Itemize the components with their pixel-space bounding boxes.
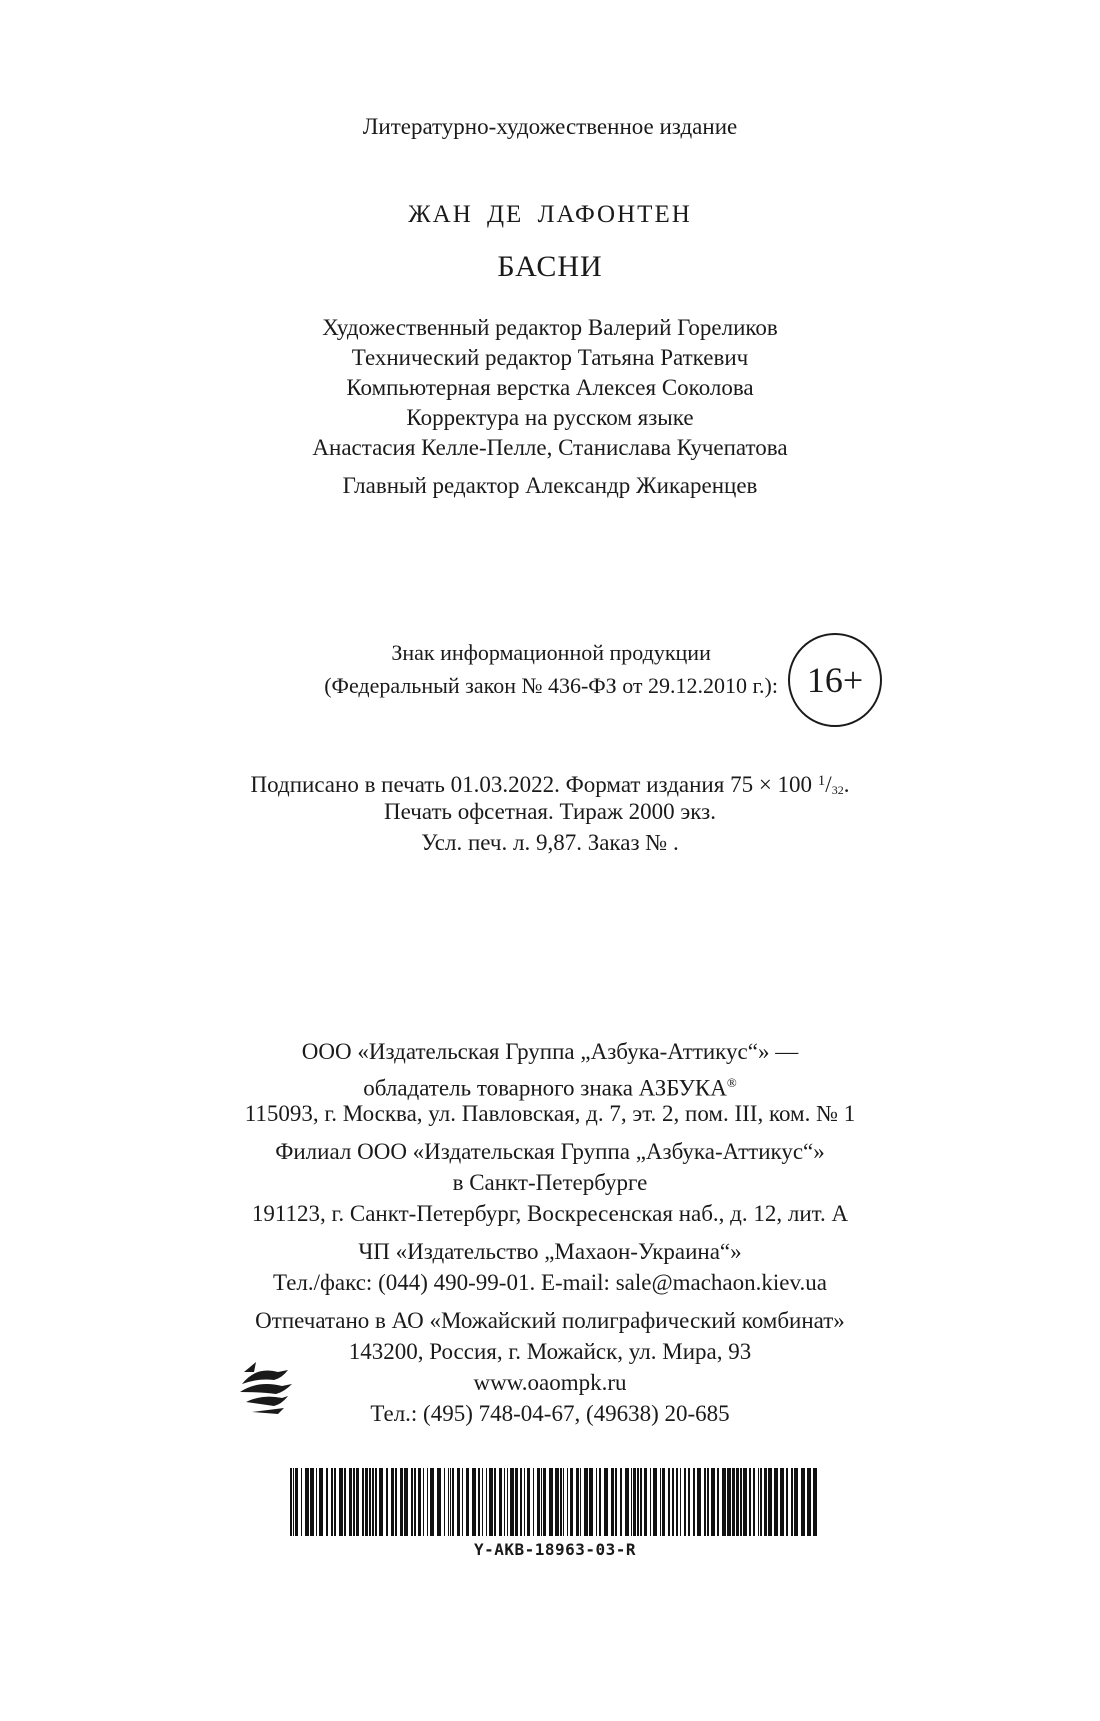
barcode-bar [732, 1468, 735, 1536]
barcode-bar [400, 1468, 403, 1536]
printer-line1: Отпечатано в АО «Можайский полиграфический комбинат» [255, 1308, 845, 1333]
print-line1-end: . [843, 772, 850, 797]
barcode-bar [466, 1468, 469, 1536]
barcode-bar [379, 1468, 383, 1536]
ukraine-contacts: Тел./факс: (044) 490-99-01. E-mail: sale@machaon.kiev.ua [273, 1270, 827, 1295]
credit-proofreaders: Анастасия Келле-Пелле, Станислава Кучепатова [312, 435, 788, 460]
barcode-bar [369, 1468, 371, 1536]
barcode-bar [520, 1468, 522, 1536]
barcode-bar [504, 1468, 505, 1536]
barcode-bar [414, 1468, 416, 1536]
age-rating-line1: Знак информационной продукции [391, 640, 711, 665]
barcode-bar [660, 1468, 661, 1536]
barcode-bar [697, 1468, 701, 1536]
print-signed-format: Подписано в печать 01.03.2022. Формат издания 75 × 100 [250, 772, 818, 797]
barcode-bar [462, 1468, 463, 1536]
barcode-bar [711, 1468, 715, 1536]
barcode-bar [688, 1468, 690, 1536]
barcode-bar [625, 1468, 629, 1536]
branch-line1: Филиал ООО «Издательская Группа „Азбука-Аттикус“» [275, 1139, 825, 1164]
barcode-bar [589, 1468, 593, 1536]
barcode-bar [580, 1468, 581, 1536]
barcode-bar [807, 1468, 811, 1536]
barcode-bar [305, 1468, 309, 1536]
branch-address: 191123, г. Санкт-Петербург, Воскресенская наб., д. 12, лит. А [251, 1201, 849, 1226]
print-info-line3: Усл. печ. л. 9,87. Заказ № . [421, 830, 679, 855]
registered-mark: ® [726, 1075, 737, 1090]
printer-phones: Тел.: (495) 748-04-67, (49638) 20-685 [370, 1401, 730, 1426]
barcode-icon [290, 1468, 820, 1536]
barcode-bar [560, 1468, 562, 1536]
barcode-bar [555, 1468, 559, 1536]
age-rating-line2: (Федеральный закон № 436-ФЗ от 29.12.2010 г.): [324, 673, 778, 698]
credit-chief-editor: Главный редактор Александр Жикаренцев [342, 473, 758, 498]
barcode-bar [486, 1468, 487, 1536]
barcode-bar [430, 1468, 434, 1536]
barcode-bar [707, 1468, 709, 1536]
format-fraction-numerator: 1 [817, 773, 826, 789]
barcode-bar [717, 1468, 719, 1536]
barcode-bar [375, 1468, 377, 1536]
barcode-bar [653, 1468, 657, 1536]
barcode-bar [604, 1468, 608, 1536]
barcode-bar [391, 1468, 394, 1536]
barcode-bar [743, 1468, 747, 1536]
barcode-bar [668, 1468, 670, 1536]
barcode-bar [541, 1468, 542, 1536]
barcode-bar [640, 1468, 642, 1536]
barcode-bar [650, 1468, 651, 1536]
barcode-bar [637, 1468, 639, 1536]
credit-proofreading: Корректура на русском языке [406, 405, 694, 430]
publisher-line1: ООО «Издательская Группа „Азбука-Аттикус“» — [301, 1039, 799, 1064]
barcode-bar [570, 1468, 573, 1536]
barcode-bar [331, 1468, 333, 1536]
barcode-bar [620, 1468, 622, 1536]
barcode-bar [365, 1468, 368, 1536]
barcode-bar [353, 1468, 355, 1536]
barcode-bar [489, 1468, 493, 1536]
barcode-bar [444, 1468, 445, 1536]
crown-logo-icon [238, 1358, 294, 1416]
barcode-bar [507, 1468, 508, 1536]
credit-layout: Компьютерная верстка Алексея Соколова [346, 375, 754, 400]
printer-address: 143200, Россия, г. Можайск, ул. Мира, 93 [348, 1339, 752, 1364]
barcode-bar [813, 1468, 817, 1536]
barcode-bar [295, 1468, 298, 1536]
barcode-bar [310, 1468, 314, 1536]
printer-website: www.oaompk.ru [473, 1370, 627, 1395]
barcode-bar [427, 1468, 428, 1536]
barcode-bar [524, 1468, 525, 1536]
barcode-bar [780, 1468, 784, 1536]
barcode-bar [437, 1468, 441, 1536]
barcode-bar [319, 1468, 323, 1536]
barcode-bar [563, 1468, 564, 1536]
barcode-bar [448, 1468, 449, 1536]
series-label: Литературно-художественное издание [362, 114, 738, 139]
barcode-bar [543, 1468, 546, 1536]
barcode-bar [334, 1468, 336, 1536]
barcode-bar [596, 1468, 597, 1536]
barcode-bar [611, 1468, 614, 1536]
barcode-bar [749, 1468, 751, 1536]
credit-tech-editor: Технический редактор Татьяна Раткевич [351, 345, 749, 370]
publisher-address: 115093, г. Москва, ул. Павловская, д. 7, эт. 2, пом. III, ком. № 1 [244, 1101, 856, 1126]
barcode-bar [680, 1468, 681, 1536]
barcode-bar [482, 1468, 483, 1536]
barcode-bar [704, 1468, 706, 1536]
barcode-bar [786, 1468, 788, 1536]
print-info-line1: Подписано в печать 01.03.2022. Формат издания 75 × 100 $^1/_{32}$. [250, 772, 850, 797]
age-rating-block [0, 630, 1100, 730]
barcode-bar [533, 1468, 534, 1536]
barcode-bar [386, 1468, 388, 1536]
barcode-bar [293, 1468, 294, 1536]
barcode-bar [423, 1468, 424, 1536]
barcode-bar [339, 1468, 343, 1536]
barcode-bar [633, 1468, 636, 1536]
barcode-bar [362, 1468, 364, 1536]
barcode-bar [372, 1468, 374, 1536]
barcode-bar [791, 1468, 793, 1536]
barcode-bar [290, 1468, 292, 1536]
barcode-bar [584, 1468, 588, 1536]
barcode-bar [758, 1468, 759, 1536]
book-title: БАСНИ [497, 250, 603, 283]
author-name: ЖАН ДЕ ЛАФОНТЕН [408, 201, 692, 228]
barcode-bar [452, 1468, 454, 1536]
barcode-bar [662, 1468, 665, 1536]
print-info-line2: Печать офсетная. Тираж 2000 экз. [384, 799, 716, 824]
credit-art-editor: Художественный редактор Валерий Гореликов [322, 315, 778, 340]
barcode-bar [631, 1468, 632, 1536]
barcode-bar [301, 1468, 302, 1536]
barcode-bar [326, 1468, 328, 1536]
barcode-bar [344, 1468, 346, 1536]
barcode-bar [774, 1468, 778, 1536]
barcode-bar [567, 1468, 568, 1536]
barcode-bar [736, 1468, 739, 1536]
barcode-bar [549, 1468, 553, 1536]
barcode-bar [722, 1468, 726, 1536]
barcode-bar [684, 1468, 686, 1536]
ukraine-line1: ЧП «Издательство „Махаон-Украина“» [358, 1239, 742, 1264]
barcode-bar [753, 1468, 755, 1536]
barcode-bar [356, 1468, 359, 1536]
age-rating-badge: 16+ [788, 633, 882, 727]
barcode-bar [764, 1468, 767, 1536]
barcode-bar [615, 1468, 617, 1536]
publisher-trademark: обладатель товарного знака АЗБУКА [363, 1075, 727, 1101]
barcode-bar [760, 1468, 762, 1536]
barcode-bar [693, 1468, 695, 1536]
barcode-bar [768, 1468, 772, 1536]
barcode-bar [457, 1468, 460, 1536]
barcode-bar [418, 1468, 421, 1536]
barcode-bar [510, 1468, 514, 1536]
format-fraction-denominator: 32 [831, 783, 844, 797]
barcode-bar [740, 1468, 742, 1536]
barcode-bar [672, 1468, 674, 1536]
branch-line2: в Санкт-Петербурге [452, 1170, 648, 1195]
age-rating-text [324, 636, 778, 702]
barcode-bar [644, 1468, 647, 1536]
barcode-bar [515, 1468, 518, 1536]
barcode-bar [395, 1468, 397, 1536]
barcode-bar [499, 1468, 502, 1536]
barcode-bar [599, 1468, 601, 1536]
barcode-bar [527, 1468, 530, 1536]
barcode-bar [801, 1468, 805, 1536]
barcode-bar [478, 1468, 480, 1536]
barcode-bar [349, 1468, 352, 1536]
barcode-bar [794, 1468, 798, 1536]
barcode-bar [411, 1468, 413, 1536]
barcode-bar [316, 1468, 317, 1536]
barcode-code: Y-AKB-18963-03-R [473, 1540, 637, 1559]
barcode-bar [450, 1468, 451, 1536]
barcode-bar [727, 1468, 731, 1536]
barcode-bar [676, 1468, 678, 1536]
barcode-bar [404, 1468, 408, 1536]
barcode-bar [537, 1468, 540, 1536]
barcode-bar [472, 1468, 476, 1536]
barcode-bar [494, 1468, 496, 1536]
barcode-bar [576, 1468, 579, 1536]
